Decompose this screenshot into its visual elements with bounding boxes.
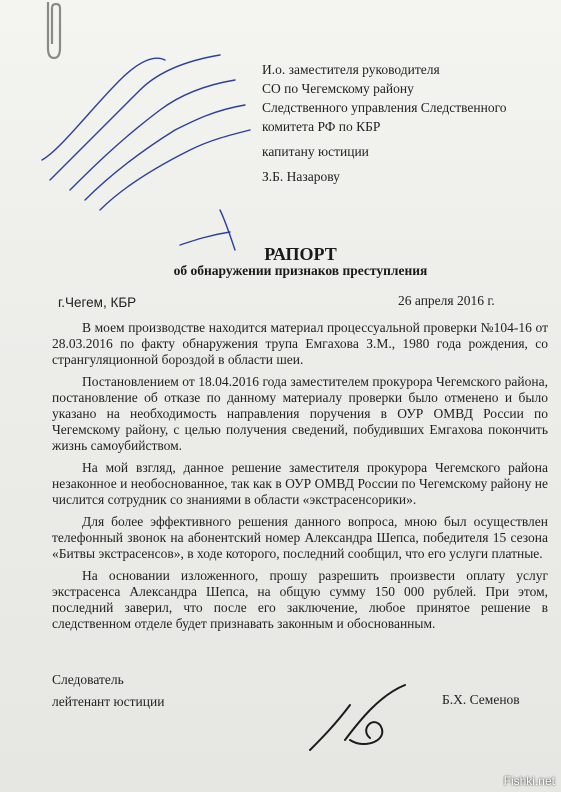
body-paragraph: В моем производстве находится материал процессуальной проверки №104-16 от 28.03.2016 по факту обнаружения трупа Емгахова З.М., 1980 года рождения, со странгуляционной бороздой в области шеи. (52, 320, 548, 367)
document-title: РАПОРТ (264, 244, 337, 264)
handwritten-signature (300, 680, 430, 760)
body-paragraph: На основании изложенного, прошу разрешить произвести оплату услуг экстрасенса Александра Шепса, на общую сумму 150 000 рублей. При этом, последний заверил, что после его заключение, любое принятое решение в следственном отделе будет признавать законным и обоснованным. (52, 568, 548, 631)
document-date: 26 апреля 2016 г. (398, 293, 495, 308)
signer-name: Б.Х. Семенов (442, 692, 520, 707)
addressee-line: СО по Чегемскому району (262, 81, 414, 96)
addressee-name: З.Б. Назарову (262, 169, 340, 184)
addressee-rank: капитану юстиции (262, 144, 369, 159)
body-paragraph: На мой взгляд, данное решение заместителя прокурора Чегемского района незаконное и необоснованное, так как в ОУР ОМВД России по Чегемскому району не числится сотрудник со знаниями в области «экстрасенсорики». (52, 460, 548, 507)
signer-position: Следователь (52, 672, 124, 687)
document-place: г.Чегем, КБР (58, 295, 137, 310)
document-body (52, 320, 548, 638)
document-subtitle: об обнаружении признаков преступления (173, 263, 428, 278)
body-paragraph: Постановлением от 18.04.2016 года заместителем прокурора Чегемского района, постановление об отказе по данному материалу проверки было отменено и было указано на необходимость направления поручения в ОУР ОМВД России по Чегемскому району, с целью получения сведений, побудивших Емгахова покончить жизнь самоубийством. (52, 374, 548, 453)
signer-rank: лейтенант юстиции (52, 694, 165, 709)
addressee-line: И.о. заместителя руководителя (262, 62, 440, 77)
body-paragraph: Для более эффективного решения данного вопроса, мною был осуществлен телефонный звонок на абонентский номер Александра Шепса, победителя 15 сезона «Битвы экстрасенсов», в ходе которого, последний сообщил, что его услуги платные. (52, 514, 548, 561)
watermark: Fishki.net (503, 774, 555, 788)
addressee-line: комитета РФ по КБР (262, 119, 381, 134)
addressee-line: Следственного управления Следственного (262, 100, 507, 115)
addressee-block (262, 60, 552, 186)
